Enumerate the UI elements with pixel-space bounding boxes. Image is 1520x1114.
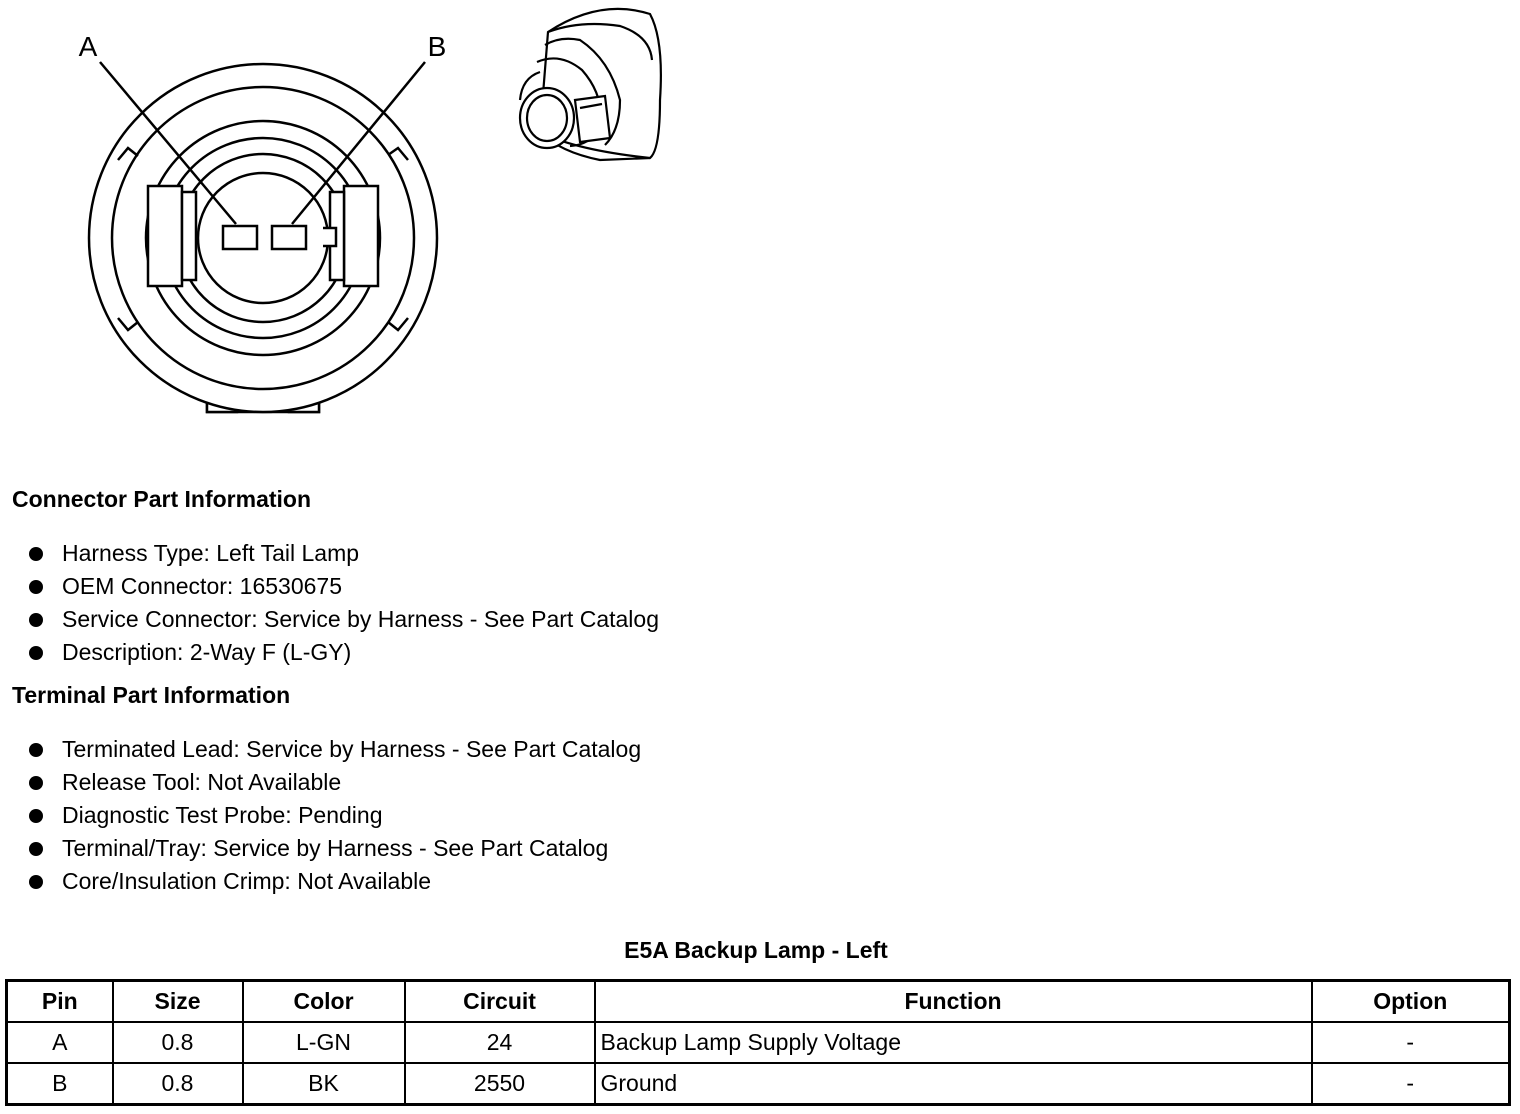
- cell-color: L-GN: [243, 1022, 405, 1063]
- list-item: Description: 2-Way F (L-GY): [0, 636, 659, 669]
- bullet-icon: [29, 776, 43, 790]
- list-item: Harness Type: Left Tail Lamp: [0, 537, 659, 570]
- bullet-icon: [29, 842, 43, 856]
- cell-option: -: [1312, 1022, 1510, 1063]
- col-header-pin: Pin: [7, 981, 113, 1023]
- bullet-icon: [29, 809, 43, 823]
- list-item: Service Connector: Service by Harness - See Part Catalog: [0, 603, 659, 636]
- cell-circuit: 2550: [405, 1063, 595, 1105]
- list-item: Diagnostic Test Probe: Pending: [0, 799, 641, 832]
- terminal-part-info-list: [0, 733, 641, 898]
- bullet-icon: [29, 613, 43, 627]
- pin-table: [5, 979, 1511, 1106]
- table-header-row: [7, 981, 1510, 1023]
- terminal-part-info-heading: Terminal Part Information: [12, 682, 291, 708]
- cell-function: Ground: [595, 1063, 1312, 1105]
- list-item: OEM Connector: 16530675: [0, 570, 659, 603]
- list-item: Release Tool: Not Available: [0, 766, 641, 799]
- col-header-function: Function: [595, 981, 1312, 1023]
- cell-size: 0.8: [113, 1063, 243, 1105]
- table-row: [7, 1063, 1510, 1105]
- cell-circuit: 24: [405, 1022, 595, 1063]
- list-item: Terminal/Tray: Service by Harness - See Part Catalog: [0, 832, 641, 865]
- bullet-icon: [29, 580, 43, 594]
- pin-a-callout: A: [78, 31, 98, 62]
- bullet-icon: [29, 547, 43, 561]
- table-row: [7, 1022, 1510, 1063]
- col-header-color: Color: [243, 981, 405, 1023]
- connector-part-info-heading: Connector Part Information: [12, 486, 312, 512]
- cell-size: 0.8: [113, 1022, 243, 1063]
- pin-b-cavity: [272, 226, 306, 249]
- connector-face-view: [79, 31, 447, 412]
- bullet-icon: [29, 646, 43, 660]
- cell-color: BK: [243, 1063, 405, 1105]
- connector-part-info-list: [0, 537, 659, 669]
- col-header-option: Option: [1312, 981, 1510, 1023]
- pin-b-callout: B: [427, 31, 447, 62]
- cell-option: -: [1312, 1063, 1510, 1105]
- col-header-size: Size: [113, 981, 243, 1023]
- connector-diagram: [0, 0, 700, 430]
- pin-a-cavity: [223, 226, 257, 249]
- connector-iso-view: [520, 9, 661, 160]
- col-header-circuit: Circuit: [405, 981, 595, 1023]
- table-title: E5A Backup Lamp - Left: [624, 937, 888, 963]
- list-item: Core/Insulation Crimp: Not Available: [0, 865, 641, 898]
- cell-function: Backup Lamp Supply Voltage: [595, 1022, 1312, 1063]
- bullet-icon: [29, 875, 43, 889]
- list-item: Terminated Lead: Service by Harness - See Part Catalog: [0, 733, 641, 766]
- cell-pin: A: [7, 1022, 113, 1063]
- cell-pin: B: [7, 1063, 113, 1105]
- bullet-icon: [29, 743, 43, 757]
